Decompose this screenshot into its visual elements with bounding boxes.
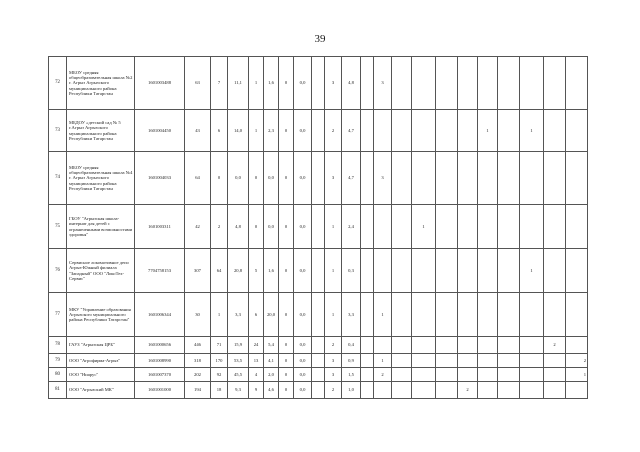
data-table	[48, 56, 588, 399]
inn-cell: 1601003488	[135, 57, 185, 110]
value-cell	[458, 205, 478, 249]
value-cell: 3	[325, 57, 342, 110]
value-cell	[436, 57, 458, 110]
value-cell	[458, 337, 478, 354]
value-cell	[436, 152, 458, 205]
value-cell: 0,0	[294, 293, 312, 337]
organization-name-cell: ГАУЗ "Агрызская ЦРБ"	[67, 337, 135, 354]
table-row	[49, 382, 588, 399]
value-cell: 2,0	[264, 368, 279, 382]
value-cell	[478, 354, 498, 368]
row-number-cell: 74	[49, 152, 67, 205]
value-cell	[361, 205, 374, 249]
table-row	[49, 205, 588, 249]
value-cell	[478, 293, 498, 337]
value-cell: 2,4	[342, 205, 361, 249]
value-cell	[361, 57, 374, 110]
value-cell: 1,5	[342, 368, 361, 382]
value-cell	[412, 152, 436, 205]
value-cell: 0,0	[264, 205, 279, 249]
value-cell: 4,7	[342, 152, 361, 205]
value-cell: 6	[211, 110, 228, 152]
row-number-cell: 75	[49, 205, 67, 249]
value-cell: 2	[458, 382, 478, 399]
value-cell	[478, 368, 498, 382]
value-cell: 0	[211, 152, 228, 205]
value-cell	[458, 249, 478, 293]
value-cell	[374, 249, 392, 293]
value-cell: 5	[249, 249, 264, 293]
row-number-cell: 72	[49, 57, 67, 110]
value-cell: 5,4	[264, 337, 279, 354]
inn-cell: 7704758153	[135, 249, 185, 293]
table-row	[49, 368, 588, 382]
value-cell	[498, 249, 520, 293]
inn-cell: 1601008990	[135, 354, 185, 368]
value-cell: 2	[325, 382, 342, 399]
inn-cell: 1601003311	[135, 205, 185, 249]
value-cell	[312, 354, 325, 368]
page-number: 39	[314, 33, 326, 45]
value-cell	[374, 382, 392, 399]
value-cell	[361, 337, 374, 354]
value-cell: 0	[279, 337, 294, 354]
value-cell	[436, 293, 458, 337]
value-cell	[458, 57, 478, 110]
value-cell	[458, 368, 478, 382]
value-cell	[361, 382, 374, 399]
value-cell	[392, 205, 412, 249]
row-number-cell: 80	[49, 368, 67, 382]
right-mark-cell	[566, 57, 588, 110]
value-cell	[458, 152, 478, 205]
value-cell	[412, 337, 436, 354]
value-cell: 0	[249, 152, 264, 205]
value-cell: 2	[544, 337, 566, 354]
value-cell: 170	[211, 354, 228, 368]
value-cell: 3,3	[228, 293, 249, 337]
organization-name-cell: МБОУ средняя общеобразовательная школа №4 г. Агрыз Агрызского муниципального района Республики Татарстан	[67, 152, 135, 205]
organization-name-cell: ООО "Агрызский МК"	[67, 382, 135, 399]
value-cell: 71	[211, 337, 228, 354]
value-cell	[312, 368, 325, 382]
value-cell: 0,0	[294, 205, 312, 249]
value-cell	[312, 152, 325, 205]
value-cell: 92	[211, 368, 228, 382]
inn-cell: 1601004033	[135, 152, 185, 205]
value-cell: 0,0	[294, 337, 312, 354]
value-cell	[374, 205, 392, 249]
right-mark-cell: 2	[566, 354, 588, 368]
organization-name-cell: Сервисное локомотивное депо Агрыз-Южный филиала "Западный" ООО "ЛокоТех-Сервис"	[67, 249, 135, 293]
value-cell	[392, 249, 412, 293]
value-cell	[544, 293, 566, 337]
value-cell: 53,5	[228, 354, 249, 368]
inn-cell: 1601007370	[135, 368, 185, 382]
row-number-cell: 79	[49, 354, 67, 368]
value-cell: 0,0	[294, 368, 312, 382]
inn-cell: 1601004450	[135, 110, 185, 152]
value-cell	[544, 205, 566, 249]
value-cell: 13	[249, 354, 264, 368]
value-cell	[392, 382, 412, 399]
inn-cell: 1601000656	[135, 337, 185, 354]
row-number-cell: 81	[49, 382, 67, 399]
value-cell: 3	[325, 354, 342, 368]
value-cell	[520, 152, 544, 205]
value-cell: 15,9	[228, 337, 249, 354]
value-cell: 0	[279, 205, 294, 249]
value-cell: 0,0	[294, 152, 312, 205]
value-cell: 18	[211, 382, 228, 399]
value-cell	[361, 293, 374, 337]
value-cell: 0,0	[294, 354, 312, 368]
value-cell	[436, 368, 458, 382]
value-cell	[392, 110, 412, 152]
value-cell: 1	[412, 205, 436, 249]
value-cell	[458, 293, 478, 337]
value-cell	[412, 249, 436, 293]
value-cell: 4,6	[264, 382, 279, 399]
organization-name-cell: ООО "Ниарус"	[67, 368, 135, 382]
value-cell	[498, 382, 520, 399]
value-cell: 1	[211, 293, 228, 337]
table-row	[49, 249, 588, 293]
value-cell	[498, 152, 520, 205]
value-cell	[544, 57, 566, 110]
value-cell	[312, 205, 325, 249]
value-cell: 0,0	[294, 382, 312, 399]
organization-name-cell: МКУ "Управление образования Агрызского муниципального района Республики Татарстан"	[67, 293, 135, 337]
value-cell	[312, 382, 325, 399]
value-cell: 1	[249, 110, 264, 152]
value-cell: 1	[374, 293, 392, 337]
value-cell	[478, 337, 498, 354]
value-cell: 9	[249, 382, 264, 399]
value-cell	[544, 354, 566, 368]
value-cell: 0,4	[342, 337, 361, 354]
value-cell: 2	[325, 337, 342, 354]
value-cell: 446	[185, 337, 211, 354]
value-cell	[478, 152, 498, 205]
value-cell	[520, 57, 544, 110]
value-cell: 9,3	[228, 382, 249, 399]
value-cell: 0,0	[294, 110, 312, 152]
value-cell: 1	[520, 249, 544, 293]
table-row	[49, 337, 588, 354]
value-cell: 1	[249, 57, 264, 110]
value-cell	[478, 249, 498, 293]
value-cell: 63	[185, 57, 211, 110]
table-row	[49, 293, 588, 337]
value-cell	[436, 249, 458, 293]
value-cell: 4	[249, 368, 264, 382]
value-cell: 20,0	[264, 293, 279, 337]
value-cell	[392, 293, 412, 337]
value-cell	[544, 152, 566, 205]
value-cell	[412, 354, 436, 368]
value-cell: 6	[249, 293, 264, 337]
value-cell	[312, 57, 325, 110]
value-cell	[436, 382, 458, 399]
value-cell: 307	[185, 249, 211, 293]
value-cell: 1	[325, 205, 342, 249]
value-cell	[361, 152, 374, 205]
value-cell: 4,1	[264, 354, 279, 368]
value-cell: 24	[249, 337, 264, 354]
value-cell	[412, 293, 436, 337]
value-cell: 194	[185, 382, 211, 399]
value-cell: 4,8	[228, 205, 249, 249]
value-cell	[544, 368, 566, 382]
value-cell: 45,5	[228, 368, 249, 382]
organization-name-cell: МБДОУ «детский сад № 5 г.Агрыз Агрызского муниципального района Республики Татарстан	[67, 110, 135, 152]
value-cell	[478, 382, 498, 399]
value-cell: 0	[279, 368, 294, 382]
value-cell	[436, 110, 458, 152]
value-cell	[361, 354, 374, 368]
value-cell	[520, 337, 544, 354]
value-cell: 1,6	[264, 249, 279, 293]
value-cell: 0	[279, 110, 294, 152]
value-cell: 11,1	[228, 57, 249, 110]
value-cell: 43	[185, 110, 211, 152]
value-cell: 3	[374, 57, 392, 110]
value-cell	[498, 354, 520, 368]
value-cell: 1	[478, 110, 498, 152]
inn-cell: 1601006344	[135, 293, 185, 337]
value-cell: 0,3	[342, 249, 361, 293]
value-cell: 2	[374, 368, 392, 382]
value-cell	[520, 205, 544, 249]
value-cell: 1	[374, 354, 392, 368]
value-cell: 64	[211, 249, 228, 293]
value-cell	[458, 110, 478, 152]
value-cell	[361, 368, 374, 382]
value-cell: 318	[185, 354, 211, 368]
value-cell: 0,0	[294, 57, 312, 110]
value-cell: 0,0	[264, 152, 279, 205]
value-cell	[436, 354, 458, 368]
value-cell	[544, 110, 566, 152]
value-cell: 0	[279, 354, 294, 368]
value-cell: 14,0	[228, 110, 249, 152]
row-number-cell: 78	[49, 337, 67, 354]
value-cell: 3	[374, 152, 392, 205]
value-cell: 0	[279, 57, 294, 110]
value-cell: 0	[249, 205, 264, 249]
value-cell	[361, 249, 374, 293]
value-cell	[392, 152, 412, 205]
value-cell	[544, 382, 566, 399]
value-cell: 3,3	[342, 293, 361, 337]
value-cell: 3	[325, 368, 342, 382]
value-cell: 42	[185, 205, 211, 249]
value-cell	[374, 337, 392, 354]
right-mark-cell	[566, 293, 588, 337]
value-cell: 1,6	[264, 57, 279, 110]
value-cell	[520, 293, 544, 337]
value-cell: 1	[520, 110, 544, 152]
value-cell	[498, 110, 520, 152]
value-cell: 1	[325, 293, 342, 337]
value-cell	[498, 293, 520, 337]
value-cell	[392, 354, 412, 368]
right-mark-cell	[566, 152, 588, 205]
organization-name-cell: ГБОУ "Агрызская школа-интернат для детей с ограниченными возможностями здоровья"	[67, 205, 135, 249]
value-cell	[312, 249, 325, 293]
row-number-cell: 73	[49, 110, 67, 152]
value-cell: 0,0	[294, 249, 312, 293]
value-cell: 0	[279, 249, 294, 293]
right-mark-cell: 1	[566, 368, 588, 382]
organization-name-cell: ООО "Агрофирма-Агрыз"	[67, 354, 135, 368]
inn-cell: 1601001000	[135, 382, 185, 399]
row-number-cell: 77	[49, 293, 67, 337]
value-cell: 3	[325, 152, 342, 205]
value-cell: 2,3	[264, 110, 279, 152]
value-cell	[498, 368, 520, 382]
value-cell: 4,7	[342, 110, 361, 152]
value-cell: 0	[279, 152, 294, 205]
value-cell: 202	[185, 368, 211, 382]
value-cell: 0	[279, 293, 294, 337]
value-cell	[478, 205, 498, 249]
value-cell: 2	[325, 110, 342, 152]
value-cell	[544, 249, 566, 293]
right-mark-cell	[566, 205, 588, 249]
value-cell	[412, 368, 436, 382]
table-row	[49, 354, 588, 368]
right-mark-cell	[566, 337, 588, 354]
value-cell	[374, 110, 392, 152]
value-cell: 1,0	[342, 382, 361, 399]
value-cell	[312, 293, 325, 337]
value-cell: 1	[325, 249, 342, 293]
value-cell: 0,0	[228, 152, 249, 205]
value-cell	[520, 354, 544, 368]
value-cell	[498, 57, 520, 110]
table-row	[49, 57, 588, 110]
table-row	[49, 152, 588, 205]
value-cell: 64	[185, 152, 211, 205]
value-cell	[520, 368, 544, 382]
value-cell	[520, 382, 544, 399]
right-mark-cell	[566, 249, 588, 293]
value-cell	[478, 57, 498, 110]
value-cell: 7	[211, 57, 228, 110]
value-cell	[392, 57, 412, 110]
right-mark-cell	[566, 110, 588, 152]
value-cell	[498, 205, 520, 249]
value-cell	[436, 337, 458, 354]
value-cell: 0,9	[342, 354, 361, 368]
value-cell: 30	[185, 293, 211, 337]
organization-name-cell: МБОУ средняя общеобразовательная школа №2 г. Агрыз Агрызского муниципального района Республики Татарстан	[67, 57, 135, 110]
value-cell: 20,8	[228, 249, 249, 293]
value-cell: 0	[279, 382, 294, 399]
value-cell	[412, 382, 436, 399]
right-mark-cell	[566, 382, 588, 399]
value-cell: 2	[211, 205, 228, 249]
value-cell: 4,8	[342, 57, 361, 110]
value-cell	[312, 110, 325, 152]
value-cell	[436, 205, 458, 249]
value-cell	[458, 354, 478, 368]
table-row	[49, 110, 588, 152]
value-cell	[412, 110, 436, 152]
value-cell	[392, 368, 412, 382]
value-cell	[361, 110, 374, 152]
value-cell	[412, 57, 436, 110]
value-cell	[498, 337, 520, 354]
value-cell	[392, 337, 412, 354]
value-cell	[312, 337, 325, 354]
row-number-cell: 76	[49, 249, 67, 293]
